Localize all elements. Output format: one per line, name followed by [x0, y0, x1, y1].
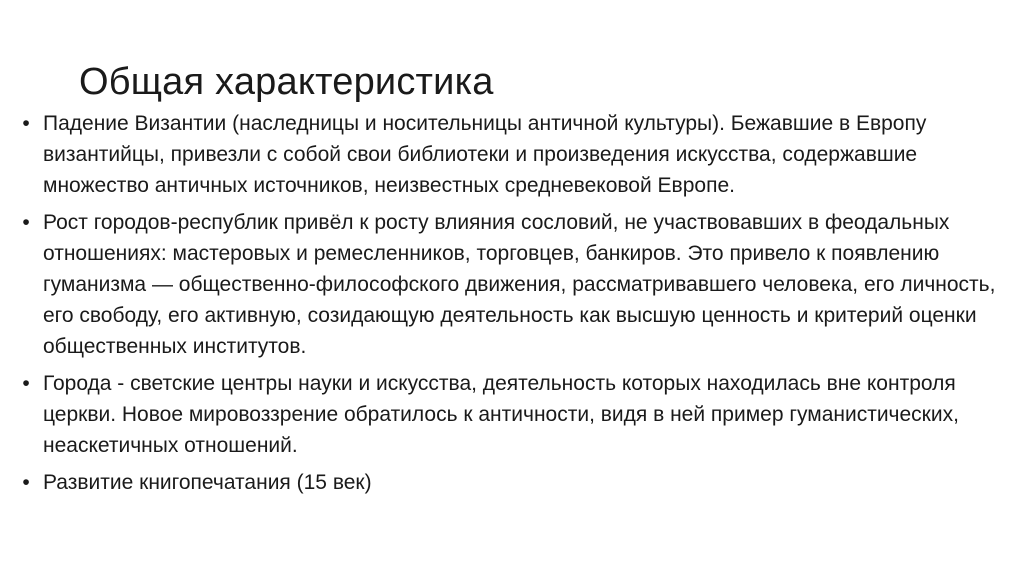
bullet-text: Падение Византии (наследницы и носительницы античной культуры). Бежавшие в Европу византийцы, привезли с собой свои библиотеки и произведения искусства, содержавшие множество античных источников, неизвестных средневековой Европе.	[43, 112, 927, 197]
bullet-text: Развитие книгопечатания (15 век)	[43, 471, 372, 494]
slide-title: Общая характеристика	[79, 61, 494, 103]
bullet-list	[15, 108, 1005, 504]
bullet-marker: •	[22, 211, 30, 234]
bullet-item	[15, 108, 1005, 201]
bullet-text: Рост городов-республик привёл к росту влияния сословий, не участвовавших в феодальных отношениях: мастеровых и ремесленников, торговцев, банкиров. Это привело к появлению гуманизма — общественно-философского движения, рассматривавшего человека, его личность, его свободу, его активную, созидающую деятельность как высшую ценность и критерий оценки общественных институтов.	[43, 211, 996, 358]
bullet-item	[15, 207, 1005, 362]
bullet-item	[15, 368, 1005, 461]
bullet-marker: •	[22, 471, 30, 494]
bullet-marker: •	[22, 372, 30, 395]
bullet-marker: •	[22, 112, 30, 135]
bullet-item	[15, 467, 1005, 498]
bullet-text: Города - светские центры науки и искусства, деятельность которых находилась вне контроля церкви. Новое мировоззрение обратилось к античности, видя в ней пример гуманистических, неаскетичных отношений.	[43, 372, 959, 457]
